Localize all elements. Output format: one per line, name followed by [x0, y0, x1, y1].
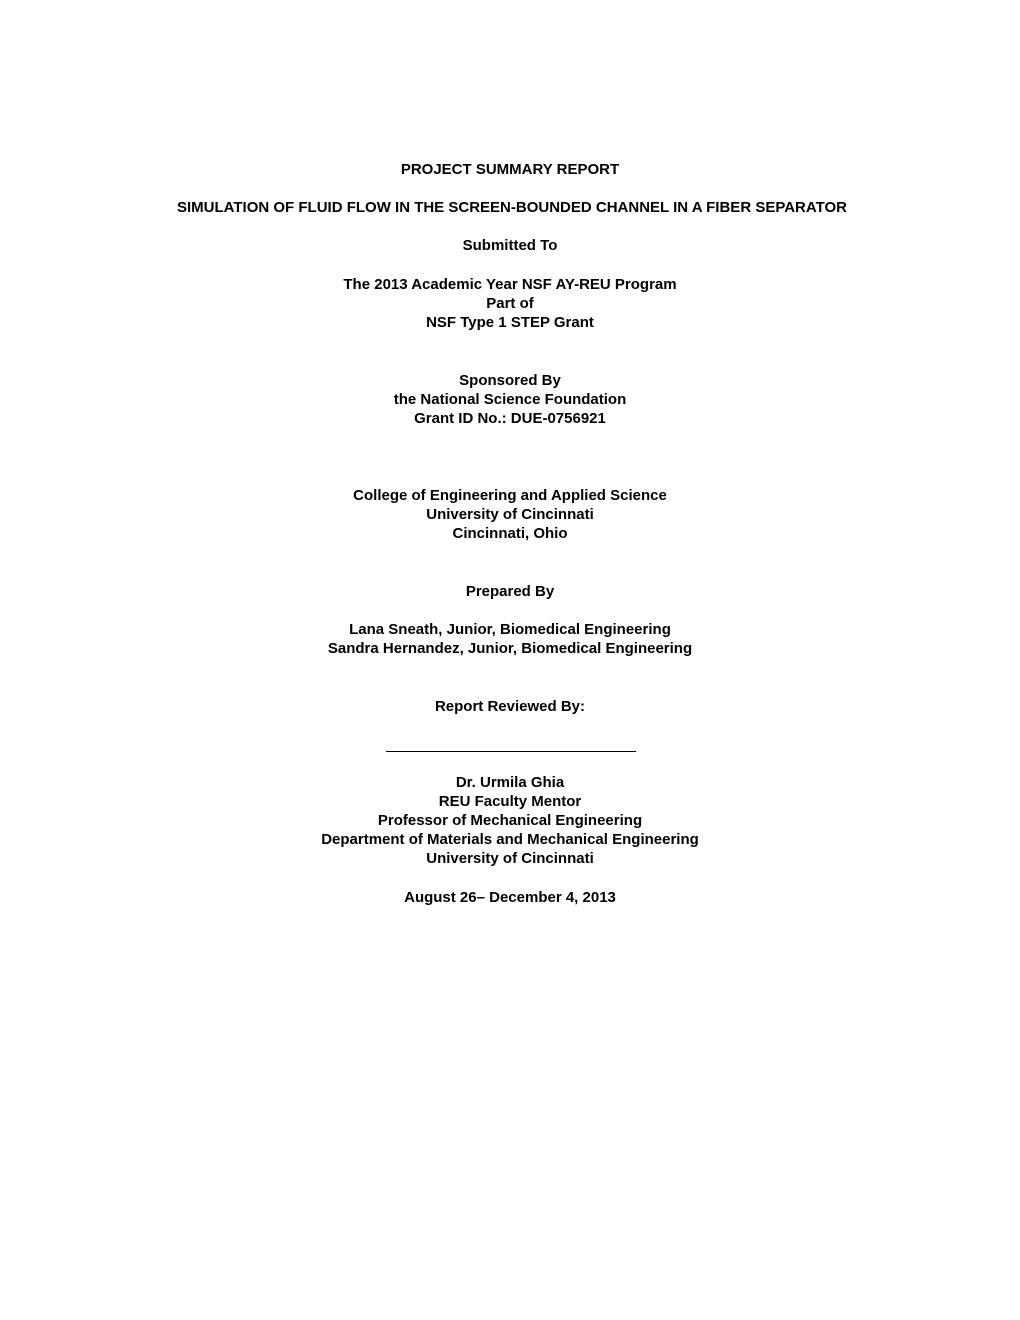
city-state: Cincinnati, Ohio: [452, 525, 568, 542]
reviewer-university: University of Cincinnati: [426, 850, 594, 867]
grant-id: Grant ID No.: DUE-0756921: [414, 410, 606, 427]
signature-line: [386, 751, 636, 752]
author-2: Sandra Hernandez, Junior, Biomedical Engineering: [327, 640, 693, 657]
sponsored-by-label: Sponsored By: [459, 372, 561, 389]
report-title: SIMULATION OF FLUID FLOW IN THE SCREEN-BOUNDED CHANNEL IN A FIBER SEPARATOR: [177, 199, 847, 216]
university-name: University of Cincinnati: [426, 506, 594, 523]
author-1: Lana Sneath, Junior, Biomedical Engineering: [349, 621, 671, 638]
reviewed-by-label: Report Reviewed By:: [434, 698, 586, 715]
prepared-by-label: Prepared By: [465, 583, 555, 600]
college-name: College of Engineering and Applied Science: [353, 487, 667, 504]
program-line: The 2013 Academic Year NSF AY-REU Program: [343, 276, 677, 293]
report-heading: PROJECT SUMMARY REPORT: [400, 161, 620, 178]
grant-type-line: NSF Type 1 STEP Grant: [426, 314, 594, 331]
report-date: August 26– December 4, 2013: [404, 889, 616, 906]
reviewer-name: Dr. Urmila Ghia: [455, 774, 565, 791]
reviewer-department: Department of Materials and Mechanical Engineering: [321, 831, 699, 848]
reviewer-title: Professor of Mechanical Engineering: [377, 812, 643, 829]
submitted-to-label: Submitted To: [462, 237, 558, 254]
sponsor-name: the National Science Foundation: [393, 391, 627, 408]
reviewer-role: REU Faculty Mentor: [438, 793, 582, 810]
part-of-line: Part of: [486, 295, 534, 312]
